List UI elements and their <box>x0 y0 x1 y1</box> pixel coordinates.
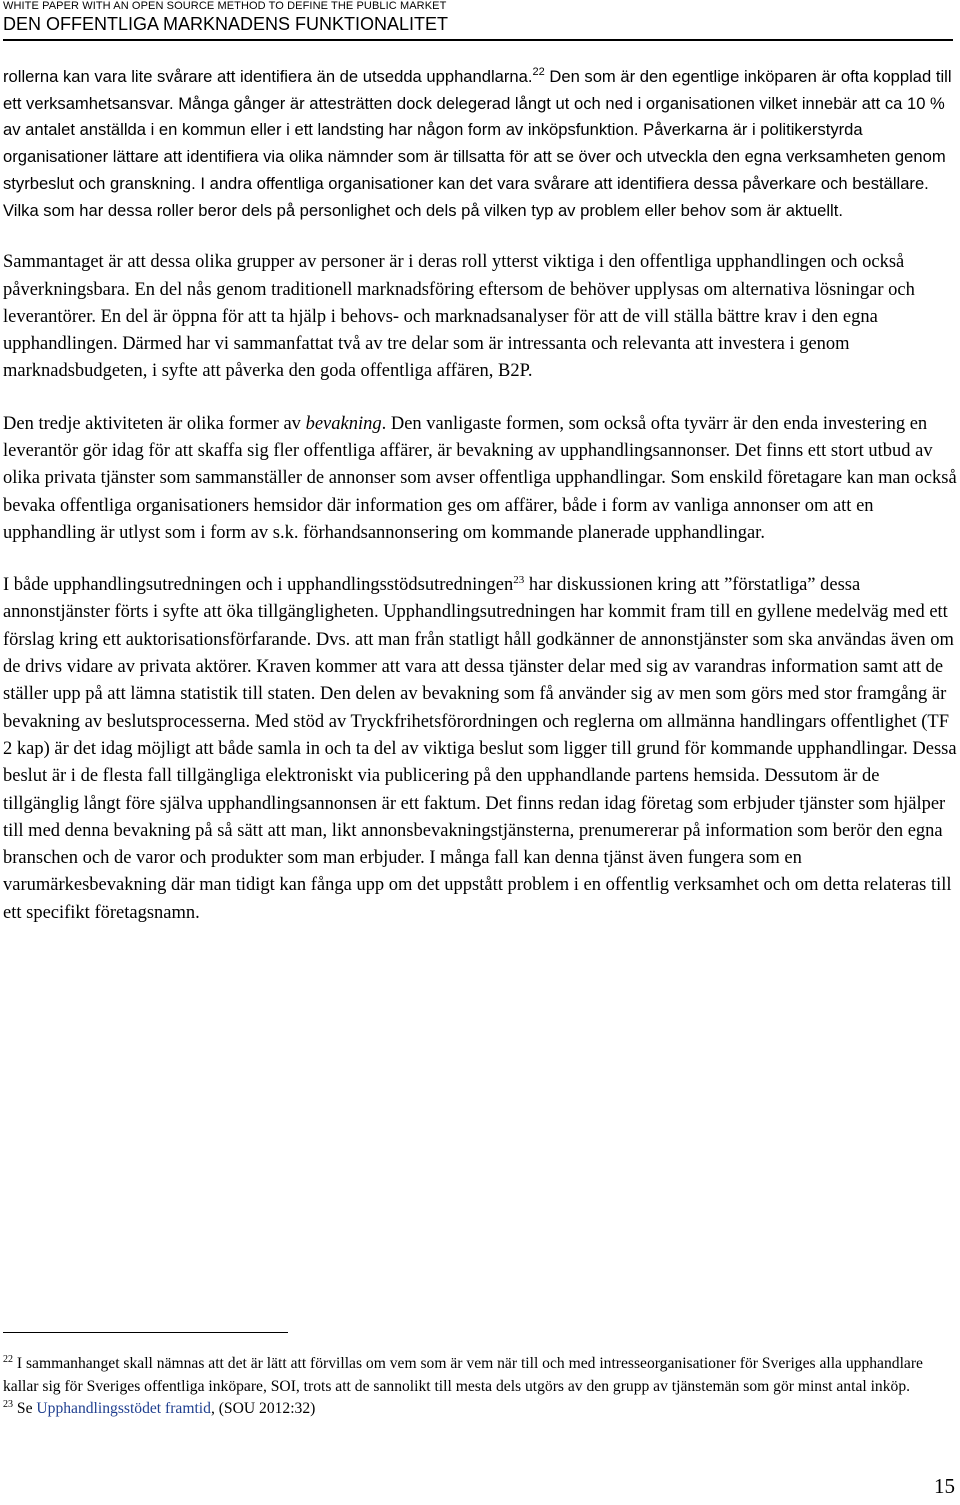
footnote-ref-22[interactable]: 22 <box>532 66 545 78</box>
page-number: 15 <box>934 1474 955 1498</box>
paragraph-summary: Sammantaget är att dessa olika grupper av personer är i deras roll ytterst viktiga i den offentliga upphandlingen och också påverkningsbara. En del nås genom traditionell marknadsföring eftersom de behöver upplysas om alternativa lösningar och leverantörer. En del är öppna för att ta hjälp i behovs- och marknadsanalyser för att de vill ställa bättre krav i den egna upphandlingen. Därmed har vi sammanfattat två av tre delar som är intressanta och relevanta att investera i genom marknadsbudgeten, i syfte att påverka den goda offentliga affären, B2P. <box>3 252 915 382</box>
footnote-23: $^{23}$ Se Upphandlingsstödet framtid, (SOU 2012:32) <box>3 1399 316 1417</box>
footnote-text: I sammanhanget skall nämnas att det är lätt att förvillas om vem som är vem när till och med intresseorganisationer för Sveriges alla upphandlare kallar sig för Sveriges offentliga inköpare, SOI, trots att de sannolikt till mesta dels utgörs av den grupp av tjänstemän som gör minst antal inköp. <box>3 1355 923 1395</box>
header-subtitle: WHITE PAPER WITH AN OPEN SOURCE METHOD TO DEFINE THE PUBLIC MARKET <box>3 0 447 12</box>
header-rule <box>3 39 953 41</box>
footnote-22 <box>3 1353 957 1398</box>
footnote-link[interactable]: Upphandlingsstödet framtid <box>36 1400 211 1417</box>
emphasis-bevakning: bevakning <box>305 413 382 434</box>
footnotes <box>3 1332 957 1421</box>
footnote-number: 22 <box>3 1354 13 1365</box>
paragraph-monitoring: Den tredje aktiviteten är olika former av bevakning. Den vanligaste formen, som också ofta tyvärr är den enda investering en leverantör gör idag för att skaffa sig fler offentliga affärer, är bevakning av upphandlingsannonser. Det finns ett stort utbud av olika privata tjänster som sammanställer de annonser som avser offentliga upphandlingar. Som enskild företagare kan man också bevaka offentliga organisationers hemsidor där information ges om affärer, både i form av vanliga annonser om att en upphandling är utlyst som i form av s.k. förhandsannonsering om kommande planerade upphandlingar. <box>3 413 957 543</box>
paragraph-investigations: I både upphandlingsutredningen och i upphandlingsstödsutredningen$^{23}$ har diskussionen kring att ”förstatliga” dessa annonstjänster förts i syfte att öka tillgängligheten. Upphandlingsutredningen har kommit fram till en gyllene medelväg med ett förslag kring ett auktorisationsförfarande. Dvs. att man från statligt håll godkänner de annonstjänster som ska användas även om de drivs vidare av privata aktörer. Kraven kommer att vara att dessa tjänster delar med sig av varandras information samt att de ställer upp på att lämna statistik till staten. Den delen av bevakning som få använder sig av men som görs med stor framgång är bevakning av beslutsprocesserna. Med stöd av Tryckfrihetsförordningen och reglerna om allmänna handlingars offentlighet (TF 2 kap) är det idag möjligt att både samla in och ta del av viktiga beslut som ligger till grund för kommande upphandlingar. Dessa beslut är i de flesta fall tillgängliga elektroniskt via publicering på den upphandlande partens hemsida. Dessutom är de tillgänglig långt före själva upphandlingsannonsen är ett faktum. Det finns redan idag företag som erbjuder tjänster som hjälper till med denna bevakning på så sätt att man, likt annonsbevakningstjänsterna, prenumererar på information som berör den egna branschen och de varor och produkter som man erbjuder. I många fall kan denna tjänst även fungera som en varumärkesbevakning där man tidigt kan fånga upp om det uppstått problem i en offentlig verksamhet och om detta relateras till ett specifikt företagsnamn. <box>3 574 957 923</box>
paragraph-roles: rollerna kan vara lite svårare att identifiera än de utsedda upphandlarna.$^{22}$ Den som är den egentlige inköparen är ofta kopplad till ett verksamhetsansvar. Många gånger är attesträtten dock delegerad långt ut och ned i organisationen vilket innebär att ca 10 % av antalet anställda i en kommun eller i ett landsting har någon form av inköpsfunktion. Påverkarna är i politikerstyrda organisationer lättare att identifiera via olika nämnder som är tillsatta för att se över och utveckla den egna verksamheten genom styrbeslut och granskning. I andra offentliga organisationer kan det vara svårare att identifiera dessa påverkare och beställare. Vilka som har dessa roller beror dels på personlighet och dels på vilken typ av problem eller behov som är aktuellt. <box>3 66 952 220</box>
footnote-separator <box>3 1332 288 1333</box>
header-title: DEN OFFENTLIGA MARKNADENS FUNKTIONALITET <box>3 14 449 34</box>
page-header <box>3 0 953 41</box>
document-body <box>3 64 957 952</box>
footnote-ref-23[interactable]: 23 <box>513 574 525 587</box>
footnote-number: 23 <box>3 1399 13 1410</box>
